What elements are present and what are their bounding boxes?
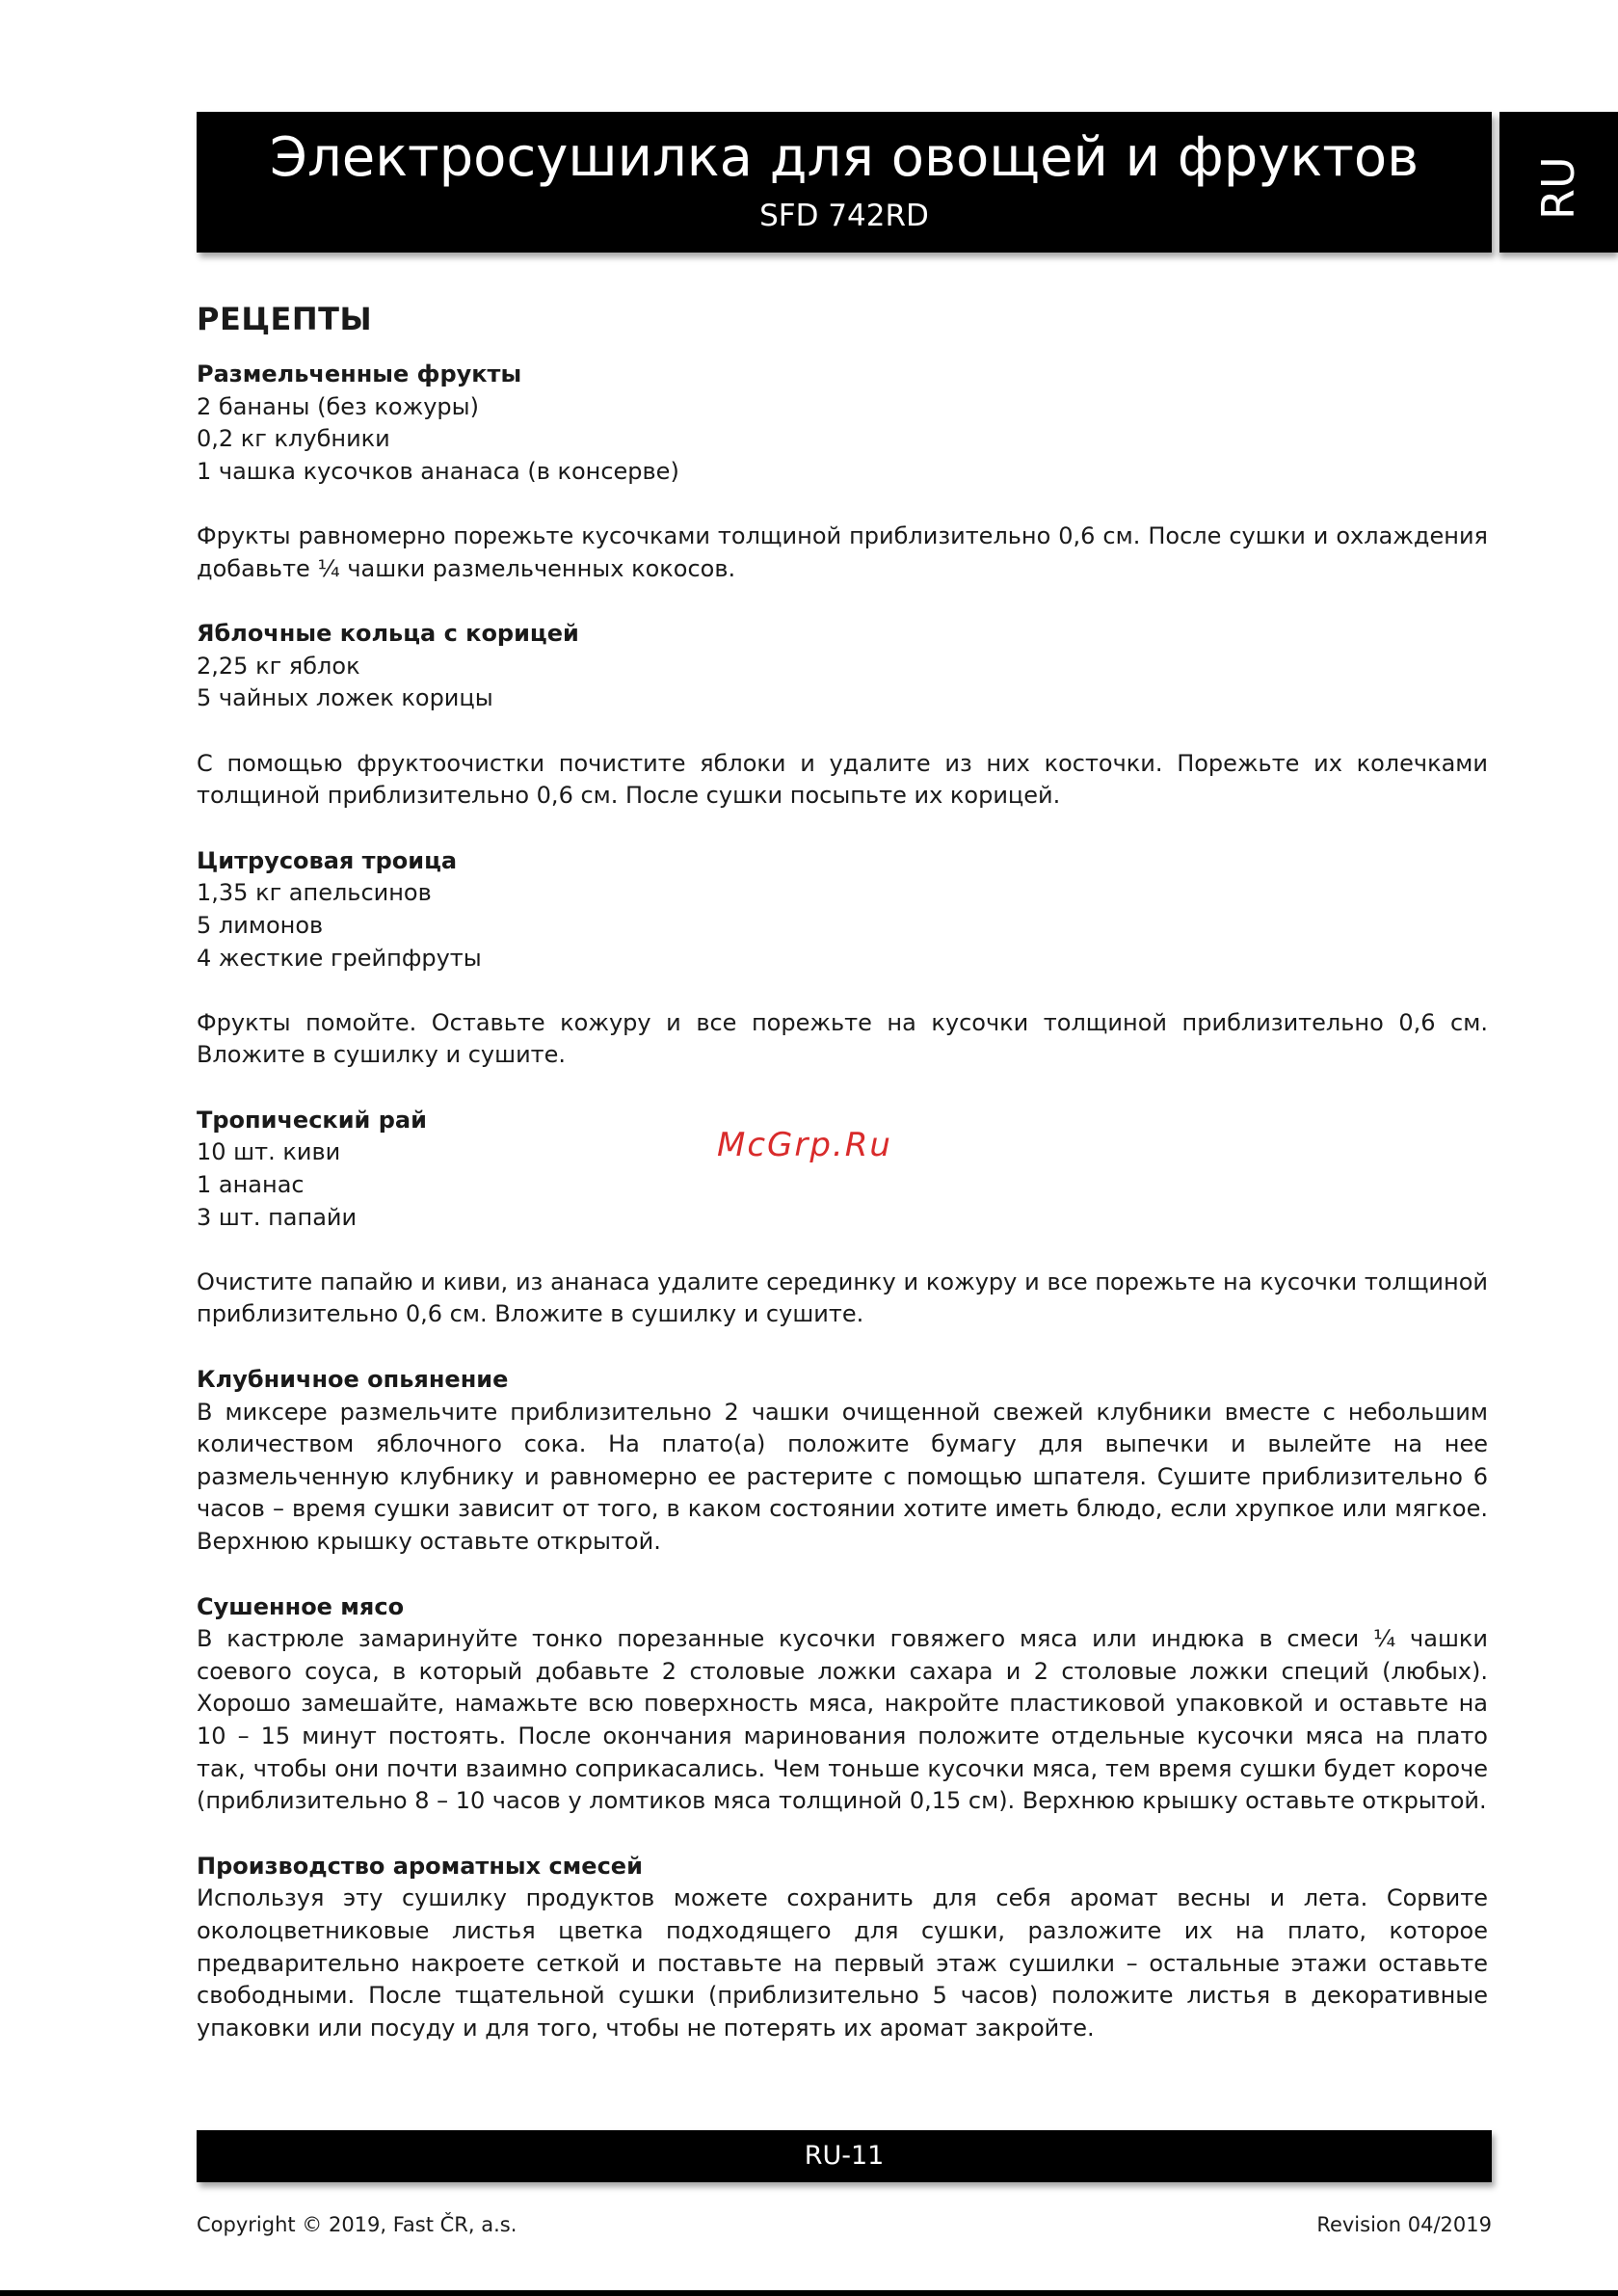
ingredient: 4 жесткие грейпфруты bbox=[197, 944, 482, 972]
revision-text: Revision 04/2019 bbox=[1316, 2213, 1492, 2236]
ingredient: 5 чайных ложек корицы bbox=[197, 684, 493, 712]
ingredient: 1 чашка кусочков ананаса (в консерве) bbox=[197, 457, 679, 485]
recipe-title: Производство ароматных смесей bbox=[197, 1852, 643, 1880]
page-title: Электросушилка для овощей и фруктов bbox=[269, 126, 1419, 189]
recipe-title: Сушенное мясо bbox=[197, 1592, 405, 1620]
recipe-2 bbox=[197, 845, 1488, 1072]
recipe-6 bbox=[197, 1851, 1488, 2045]
recipe-instructions: Фрукты равномерно порежьте кусочками толщиной приблизительно 0,6 см. После сушки и охлаждения добавьте ¼ чашки размельченных кокосов. bbox=[197, 521, 1488, 582]
ingredient: 1,35 кг апельсинов bbox=[197, 879, 432, 907]
footer-page-number: RU-11 bbox=[197, 2130, 1492, 2182]
header-bar bbox=[197, 112, 1492, 253]
bottom-rule bbox=[0, 2290, 1618, 2296]
recipe-title: Размельченные фрукты bbox=[197, 360, 522, 387]
model-number: SFD 742RD bbox=[759, 199, 929, 233]
recipes-content bbox=[197, 295, 1488, 2077]
recipe-title: Цитрусовая троица bbox=[197, 846, 458, 874]
recipe-instructions: В миксере размельчите приблизительно 2 чашки очищенной свежей клубники вместе с небольшим количеством яблочного сока. На плато(а) положите бумагу для выпечки и вылейте на нее размельченную клубнику и равномерно ее растерите с помощью шпателя. Сушите приблизительно 6 часов – время сушки зависит от того, в каком состоянии хотите иметь блюдо, если хрупкое или мягкое. Верхнюю крышку оставьте открытой. bbox=[197, 1398, 1488, 1555]
watermark: McGrp.Ru bbox=[717, 1126, 892, 1164]
ingredient: 2 бананы (без кожуры) bbox=[197, 392, 479, 420]
recipe-4 bbox=[197, 1364, 1488, 1559]
ingredient: 0,2 кг клубники bbox=[197, 425, 390, 453]
recipe-title: Тропический рай bbox=[197, 1106, 427, 1134]
language-label: RU bbox=[1532, 156, 1584, 220]
ingredient: 3 шт. папайи bbox=[197, 1203, 358, 1231]
recipe-title: Клубничное опьянение bbox=[197, 1366, 509, 1394]
ingredient: 5 лимонов bbox=[197, 911, 324, 939]
ingredient: 10 шт. киви bbox=[197, 1138, 341, 1166]
recipe-instructions: С помощью фруктоочистки почистите яблоки и удалите из них косточки. Порежьте их колечками толщиной приблизительно 0,6 см. После сушки посыпьте их корицей. bbox=[197, 749, 1488, 810]
recipe-1 bbox=[197, 618, 1488, 813]
recipe-title: Яблочные кольца с корицей bbox=[197, 620, 579, 648]
language-tab bbox=[1499, 112, 1618, 253]
copyright-text: Copyright © 2019, Fast ČR, a.s. bbox=[197, 2213, 517, 2236]
recipe-instructions: В кастрюле замаринуйте тонко порезанные кусочки говяжего мяса или индюка в смеси ¼ чашки соевого соуса, в который добавьте 2 столовые ложки сахара и 2 столовые ложки специй (любых). Хорошо замешайте, намажьте всю поверхность мяса, накройте пластиковой упаковкой и оставьте на 10 – 15 минут постоять. После окончания маринования положите отдельные кусочки мяса на плато так, чтобы они почти взаимно соприкасались. Чем тоньше кусочки мяса, тем время сушки будет короче (приблизительно 8 – 10 часов у ломтиков мяса толщиной 0,15 см). Верхнюю крышку оставьте открытой. bbox=[197, 1625, 1488, 1815]
recipe-0 bbox=[197, 359, 1488, 585]
ingredient: 2,25 кг яблок bbox=[197, 652, 360, 680]
section-title: РЕЦЕПТЫ bbox=[197, 301, 373, 337]
ingredient: 1 ананас bbox=[197, 1171, 305, 1199]
recipe-instructions: Очистите папайю и киви, из ананаса удалите серединку и кожуру и все порежьте на кусочки толщиной приблизительно 0,6 см. Вложите в сушилку и сушите. bbox=[197, 1268, 1488, 1328]
recipe-5 bbox=[197, 1591, 1488, 1818]
recipe-instructions: Фрукты помойте. Оставьте кожуру и все порежьте на кусочки толщиной приблизительно 0,6 см. Вложите в сушилку и сушите. bbox=[197, 1008, 1488, 1069]
recipe-instructions: Используя эту сушилку продуктов можете сохранить для себя аромат весны и лета. Сорвите околоцветниковые листья цветка подходящего для сушки, разложите их на плато, которое предварительно накроете сеткой и поставьте на первый этаж сушилки – остальные этажи оставьте свободными. После тщательной сушки (приблизительно 5 часов) положите листья в декоративные упаковки или посуду и для того, чтобы не потерять их аромат закройте. bbox=[197, 1884, 1488, 2042]
